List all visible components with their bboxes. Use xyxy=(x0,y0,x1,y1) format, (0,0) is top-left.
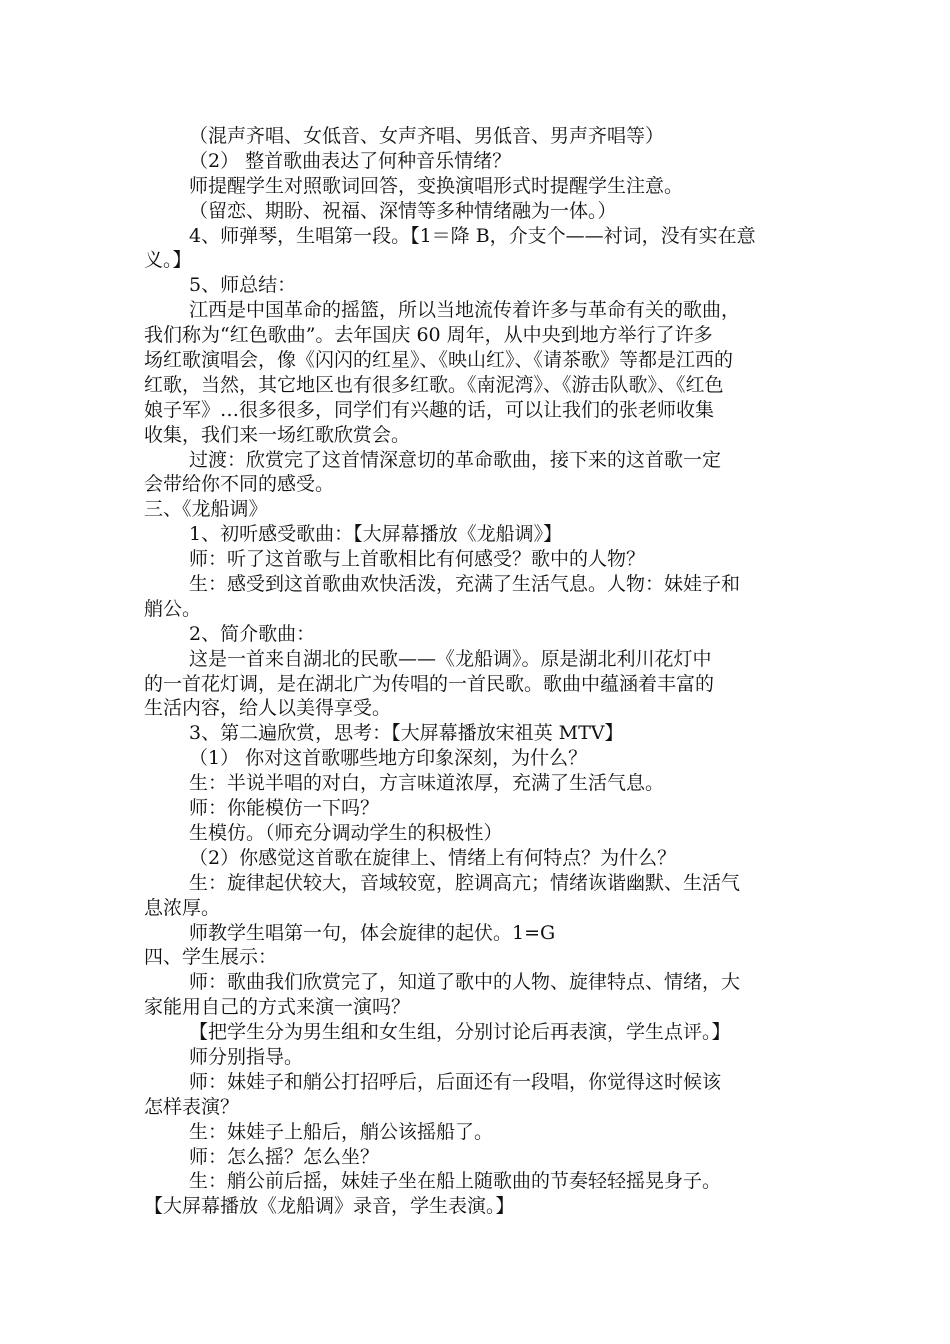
text-line: 会带给你不同的感受。 xyxy=(144,473,335,496)
text-line: 娘子军》…很多很多，同学们有兴趣的话，可以让我们的张老师收集 xyxy=(144,398,715,421)
text-line: 生：半说半唱的对白，方言味道浓厚，充满了生活气息。 xyxy=(189,772,665,795)
text-line: 生：旋律起伏较大，音域较宽，腔调高亢；情绪诙谐幽默、生活气 xyxy=(189,871,741,894)
text-line: （1） 你对这首歌哪些地方印象深刻，为什么？ xyxy=(189,747,588,770)
text-line: 生：感受到这首歌曲欢快活泼，充满了生活气息。人物：妹娃子和 xyxy=(189,573,741,596)
text-line: 【大屏幕播放《龙船调》录音，学生表演。】 xyxy=(144,1195,515,1218)
text-line: 5、师总结： xyxy=(189,274,297,297)
text-line: 场红歌演唱会，像《闪闪的红星》、《映山红》、《请茶歌》等都是江西的 xyxy=(144,349,734,372)
text-line: 师：妹娃子和艄公打招呼后，后面还有一段唱，你觉得这时候该 xyxy=(189,1070,722,1093)
text-line: （2）你感觉这首歌在旋律上、情绪上有何特点？为什么？ xyxy=(189,846,677,869)
text-line: 师：歌曲我们欣赏完了，知道了歌中的人物、旋律特点、情绪，大 xyxy=(189,971,741,994)
text-line: 生：妹娃子上船后，艄公该摇船了。 xyxy=(189,1120,494,1143)
text-line: 这是一首来自湖北的民歌——《龙船调》。原是湖北利川花灯中 xyxy=(189,647,712,670)
text-line: 三、《龙船调》 xyxy=(144,498,268,521)
text-line: 4、师弹琴，生唱第一段。【1＝降 B，介支个——衬词，没有实在意 xyxy=(189,224,756,247)
text-line: 家能用自己的方式来演一演吗？ xyxy=(144,996,411,1019)
text-line: 2、简介歌曲： xyxy=(189,622,316,645)
text-line: 师：怎么摇？怎么坐？ xyxy=(189,1145,380,1168)
document-body xyxy=(144,124,810,1219)
text-line: 【把学生分为男生组和女生组，分别讨论后再表演，学生点评。】 xyxy=(189,1021,731,1044)
text-line: 师提醒学生对照歌词回答，变换演唱形式时提醒学生注意。 xyxy=(189,174,684,197)
text-line: 红歌，当然，其它地区也有很多红歌。《南泥湾》、《游击队歌》、《红色 xyxy=(144,373,724,396)
text-line: 四、学生展示： xyxy=(144,946,278,969)
text-line: 我们称为“红色歌曲”。去年国庆 60 周年，从中央到地方举行了许多 xyxy=(144,324,713,347)
text-line: （留恋、期盼、祝福、深情等多种情绪融为一体。） xyxy=(189,199,617,222)
text-line: 师教学生唱第一句，体会旋律的起伏。1=G xyxy=(189,921,556,944)
text-line: 艄公。 xyxy=(144,597,202,620)
text-line: 收集，我们来一场红歌欣赏会。 xyxy=(144,423,411,446)
text-line: 生：艄公前后摇，妹娃子坐在船上随歌曲的节奏轻轻摇晃身子。 xyxy=(189,1170,722,1193)
text-line: 师分别指导。 xyxy=(189,1045,304,1068)
text-line: 生活内容，给人以美得享受。 xyxy=(144,697,392,720)
text-line: 怎样表演？ xyxy=(144,1095,240,1118)
text-line: 生模仿。（师充分调动学生的积极性） xyxy=(189,821,503,844)
text-line: 的一首花灯调，是在湖北广为传唱的一首民歌。歌曲中蕴涵着丰富的 xyxy=(144,672,715,695)
text-line: 江西是中国革命的摇篮，所以当地流传着许多与革命有关的歌曲， xyxy=(189,299,741,322)
text-line: 1、初听感受歌曲：【大屏幕播放《龙船调》】 xyxy=(189,523,563,546)
text-line: 息浓厚。 xyxy=(144,896,221,919)
text-line: 义。】 xyxy=(144,249,192,272)
text-line: 3、第二遍欣赏，思考：【大屏幕播放宋祖英 MTV】 xyxy=(189,722,624,745)
text-line: （2） 整首歌曲表达了何种音乐情绪？ xyxy=(189,149,512,172)
text-line: 师：你能模仿一下吗？ xyxy=(189,797,380,820)
text-line: 过渡：欣赏完了这首情深意切的革命歌曲，接下来的这首歌一定 xyxy=(189,448,722,471)
text-line: （混声齐唱、女低音、女声齐唱、男低音、男声齐唱等） xyxy=(189,125,665,147)
text-line: 师：听了这首歌与上首歌相比有何感受？歌中的人物？ xyxy=(189,548,646,571)
